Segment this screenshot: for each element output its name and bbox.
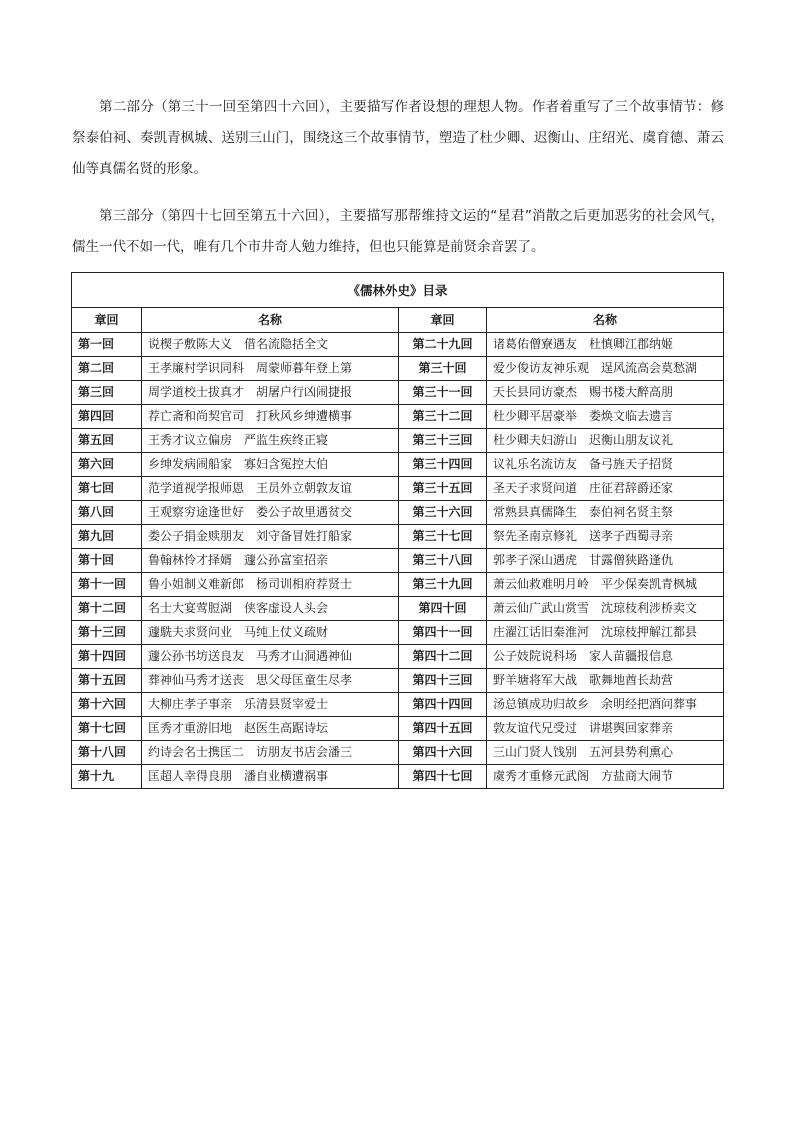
row-title-left: 葬神仙马秀才送丧 思父母匡童生尽孝 [142,669,399,693]
row-title-right: 议礼乐名流访友 备弓旌天子招贤 [487,453,724,477]
table-row [72,429,724,453]
row-chapter-left: 第十七回 [72,717,142,741]
row-chapter-left: 第三回 [72,381,142,405]
row-title-left: 荐亡斋和尚契官司 打秋风乡绅遭横事 [142,405,399,429]
row-title-right: 敦友谊代兄受过 讲堪舆回家葬亲 [487,717,724,741]
header-title-left: 名称 [142,308,399,333]
row-title-left: 约诗会名士携匡二 访朋友书店会潘三 [142,741,399,765]
table-row [72,453,724,477]
row-title-left: 范学道视学报师恩 王员外立朝敦友谊 [142,477,399,501]
row-chapter-right: 第四十五回 [399,717,487,741]
table-row [72,765,724,789]
table-row [72,621,724,645]
table-of-contents [71,272,724,789]
row-chapter-left: 第十二回 [72,597,142,621]
row-title-right: 杜少卿平居豪举 娄焕文临去遗言 [487,405,724,429]
row-chapter-left: 第一回 [72,333,142,357]
row-title-left: 鲁小姐制义难新郎 杨司训相府荐贤士 [142,573,399,597]
row-chapter-left: 第十三回 [72,621,142,645]
row-title-right: 圣天子求贤问道 庄征君辞爵还家 [487,477,724,501]
row-title-right: 萧云仙广武山赏雪 沈琼枝利涉桥卖文 [487,597,724,621]
row-title-left: 匡超人幸得良朋 潘自业横遭祸事 [142,765,399,789]
row-chapter-left: 第十九 [72,765,142,789]
row-chapter-right: 第四十二回 [399,645,487,669]
row-chapter-left: 第十回 [72,549,142,573]
row-title-right: 杜少卿夫妇游山 迟衡山朋友议礼 [487,429,724,453]
row-chapter-right: 第四十七回 [399,765,487,789]
row-chapter-right: 第三十五回 [399,477,487,501]
row-title-left: 匡秀才重游旧地 赵医生高踞诗坛 [142,717,399,741]
row-chapter-right: 第三十一回 [399,381,487,405]
row-title-right: 汤总镇成功归故乡 余明经把酒问葬事 [487,693,724,717]
row-title-right: 三山门贤人饯别 五河县势利熏心 [487,741,724,765]
row-chapter-left: 第六回 [72,453,142,477]
header-title-right: 名称 [487,308,724,333]
row-chapter-right: 第三十六回 [399,501,487,525]
table-caption: 《儒林外史》目录 [72,273,724,308]
row-chapter-right: 第三十二回 [399,405,487,429]
row-title-left: 说楔子敷陈大义 借名流隐括全文 [142,333,399,357]
row-title-right: 虞秀才重修元武阁 方盐商大闹节 [487,765,724,789]
row-chapter-left: 第十一回 [72,573,142,597]
table-header-row [72,308,724,333]
row-chapter-right: 第三十三回 [399,429,487,453]
row-chapter-left: 第十六回 [72,693,142,717]
table-row [72,333,724,357]
row-chapter-right: 第三十九回 [399,573,487,597]
row-title-right: 祭先圣南京修礼 送孝子西蜀寻亲 [487,525,724,549]
row-title-right: 郭孝子深山遇虎 甘露僧狭路逢仇 [487,549,724,573]
table-row [72,381,724,405]
row-title-left: 周学道校士拔真才 胡屠户行凶闹捷报 [142,381,399,405]
row-chapter-right: 第二十九回 [399,333,487,357]
row-chapter-left: 第二回 [72,357,142,381]
row-chapter-left: 第九回 [72,525,142,549]
row-chapter-right: 第三十四回 [399,453,487,477]
table-row [72,597,724,621]
row-chapter-right: 第三十八回 [399,549,487,573]
row-title-left: 名士大宴莺脰湖 侠客虚设人头会 [142,597,399,621]
row-title-right: 常熟县真儒降生 泰伯祠名贤主祭 [487,501,724,525]
table-row [72,477,724,501]
row-title-left: 鲁翰林怜才择婿 蘧公孙富室招亲 [142,549,399,573]
table-caption-row [72,273,724,308]
row-chapter-left: 第四回 [72,405,142,429]
table-row [72,549,724,573]
row-title-left: 乡绅发病闹船家 寡妇含冤控大伯 [142,453,399,477]
header-chapter-left: 章回 [72,308,142,333]
row-title-right: 庄濯江话旧秦淮河 沈琼枝押解江都县 [487,621,724,645]
table-row [72,405,724,429]
row-chapter-right: 第四十四回 [399,693,487,717]
row-chapter-left: 第十八回 [72,741,142,765]
row-title-right: 野羊塘将军大战 歌舞地酋长劫营 [487,669,724,693]
row-chapter-right: 第四十六回 [399,741,487,765]
row-title-right: 公子妓院说科场 家人苗疆报信息 [487,645,724,669]
row-title-left: 娄公子捐金赎朋友 刘守备冒姓打船家 [142,525,399,549]
row-chapter-left: 第十五回 [72,669,142,693]
row-title-right: 萧云仙救难明月岭 平少保奏凯青枫城 [487,573,724,597]
row-chapter-right: 第三十回 [399,357,487,381]
row-chapter-right: 第四十一回 [399,621,487,645]
row-title-left: 王秀才议立偏房 严监生疾终正寝 [142,429,399,453]
table-row [72,573,724,597]
row-title-left: 王孝廉村学识同科 周蒙师暮年登上第 [142,357,399,381]
row-title-right: 爱少俊访友神乐观 逞风流高会莫愁湖 [487,357,724,381]
row-title-right: 诸葛佑僧寮遇友 杜慎卿江郡纳姬 [487,333,724,357]
table-row [72,741,724,765]
row-title-left: 蘧公孙书坊送良友 马秀才山洞遇神仙 [142,645,399,669]
row-title-left: 王观察穷途逢世好 娄公子故里遇贫交 [142,501,399,525]
row-title-right: 天长县同访豪杰 赐书楼大醉高朋 [487,381,724,405]
row-title-left: 大柳庄孝子事亲 乐清县贤宰爱士 [142,693,399,717]
row-title-left: 蘧駪夫求贤问业 马纯上仗义疏财 [142,621,399,645]
row-chapter-right: 第三十七回 [399,525,487,549]
row-chapter-left: 第八回 [72,501,142,525]
row-chapter-left: 第七回 [72,477,142,501]
table-row [72,357,724,381]
header-chapter-right: 章回 [399,308,487,333]
table-row [72,645,724,669]
paragraph-part-three: 第三部分（第四十七回至第五十六回），主要描写那帮维持文运的“星君”消散之后更加恶劣的社会风气，儒生一代不如一代，唯有几个市井奇人勉力维持，但也只能算是前贤余音罢了。 [72,208,724,255]
table-row [72,501,724,525]
table-row [72,525,724,549]
row-chapter-left: 第十四回 [72,645,142,669]
row-chapter-right: 第四十三回 [399,669,487,693]
table-body [72,333,724,789]
table-row [72,717,724,741]
row-chapter-right: 第四十回 [399,597,487,621]
row-chapter-left: 第五回 [72,429,142,453]
paragraph-part-two: 第二部分（第三十一回至第四十六回），主要描写作者设想的理想人物。作者着重写了三个故事情节：修祭泰伯祠、奏凯青枫城、送别三山门，围绕这三个故事情节，塑造了杜少卿、迟衡山、庄绍光、虞育德、萧云仙等真儒名贤的形象。 [72,99,724,177]
table-row [72,669,724,693]
table-row [72,693,724,717]
